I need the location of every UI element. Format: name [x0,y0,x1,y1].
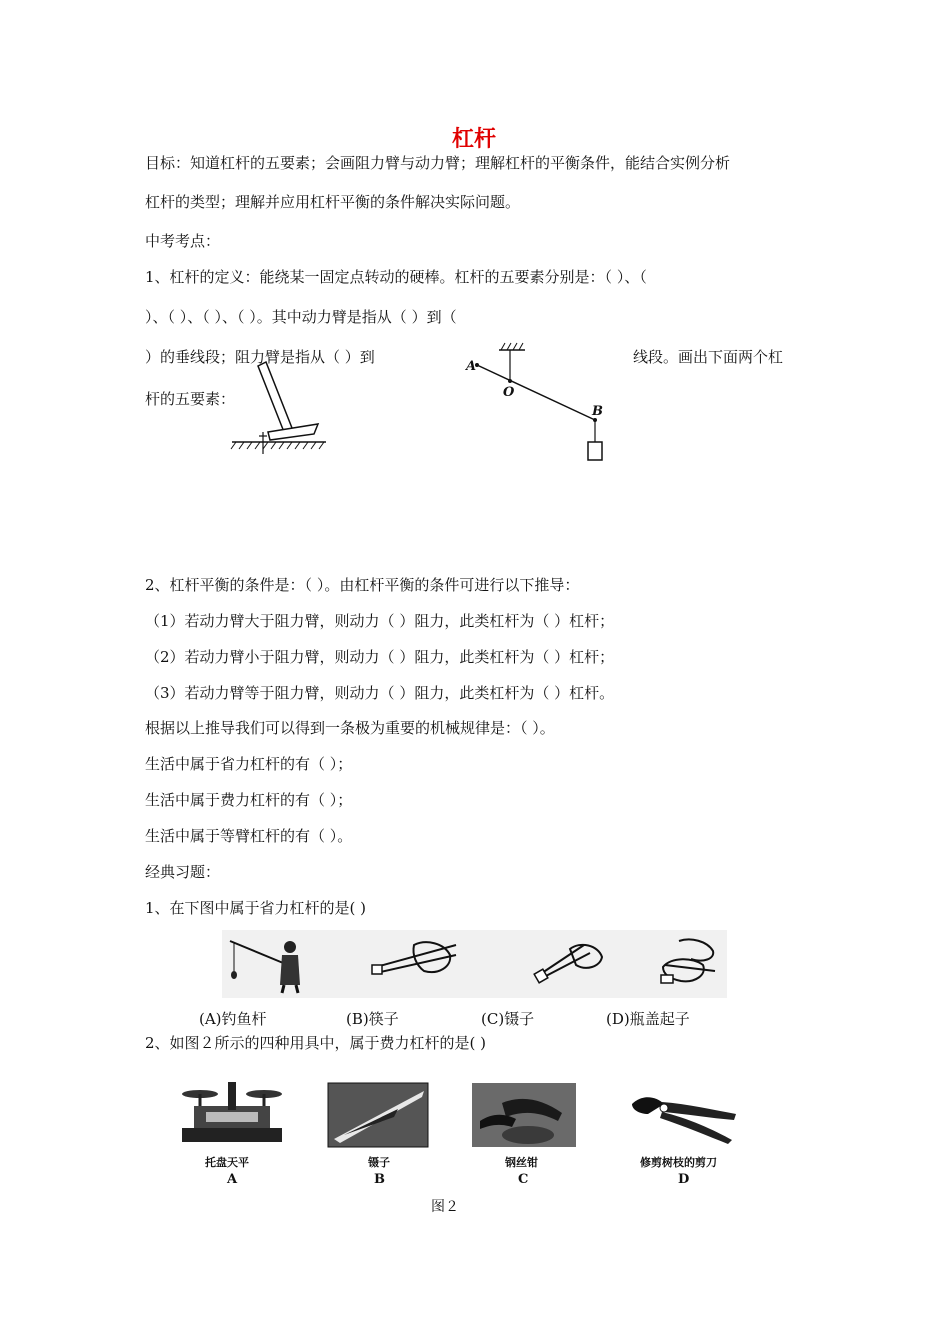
chopsticks-image [368,935,463,995]
bottle-opener-image [655,935,730,995]
ex1-option-a: (A)钓鱼杆 [199,1010,267,1028]
pliers-photo-image [472,1083,576,1147]
ex2-label-d: 修剪树枝的剪刀 [640,1156,717,1169]
q1-line-3a: ）的垂线段；阻力臂是指从（ ）到 [145,348,375,366]
ex1-option-d: (D)瓶盖起子 [606,1010,690,1028]
q1-line-2: ）、（ ）、（ ）、（ ）。其中动力臂是指从（ ）到（ [145,308,457,326]
ex2-label-c: 钢丝钳 [505,1156,538,1169]
page-title: 杠杆 [452,126,497,152]
q2-sub-1: （1）若动力臂大于阻力臂，则动力（ ）阻力，此类杠杆为（ ）杠杆； [145,612,615,630]
goal-line-1: 目标：知道杠杆的五要素；会画阻力臂与动力臂；理解杠杆的平衡条件，能结合实例分析 [145,154,731,172]
q1-line-4: 杆的五要素： [145,390,236,408]
point-a-label: A [466,359,477,374]
fishing-rod-image [228,935,308,995]
balance-scale-image [176,1076,288,1146]
exam-points-heading: 中考考点： [145,232,221,250]
ex2-label-b: 镊子 [368,1156,390,1169]
ex1-question: 1、在下图中属于省力杠杆的是( ) [145,899,367,917]
q2-rule: 根据以上推导我们可以得到一条极为重要的机械规律是：（ ）。 [145,719,555,737]
ex2-label-a: 托盘天平 [205,1156,249,1169]
ex1-option-b: (B)筷子 [346,1010,399,1028]
q2-line-1: 2、杠杆平衡的条件是：（ ）。由杠杆平衡的条件可进行以下推导： [145,576,580,594]
goal-line-2: 杠杆的类型；理解并应用杠杆平衡的条件解决实际问题。 [145,193,521,211]
ex2-question: 2、如图２所示的四种用具中，属于费力杠杆的是( ) [145,1034,487,1052]
tweezers-image [530,935,610,995]
q2-sub-2: （2）若动力臂小于阻力臂，则动力（ ）阻力，此类杠杆为（ ）杠杆； [145,648,615,666]
q1-line-3b: 线段。画出下面两个杠 [633,348,784,366]
tweezers-photo-image [328,1083,428,1147]
ex1-option-c: (C)镊子 [481,1010,535,1028]
q2-life-1: 生活中属于省力杠杆的有（ ）； [145,755,353,773]
point-b-label: B [592,404,603,419]
q2-life-3: 生活中属于等臂杠杆的有（ ）。 [145,827,353,845]
q2-sub-3: （3）若动力臂等于阻力臂，则动力（ ）阻力，此类杠杆为（ ）杠杆。 [145,684,615,702]
q1-line-1: 1、杠杆的定义：能绕某一固定点转动的硬棒。杠杆的五要素分别是：（ ）、（ [145,268,647,286]
q2-life-2: 生活中属于费力杠杆的有（ ）； [145,791,353,809]
classic-heading: 经典习题： [145,863,221,881]
point-o-label: O [503,385,515,400]
rod-lever-diagram [455,338,630,468]
ex2-letter-c: C [518,1172,529,1187]
ex2-letter-a: A [227,1172,238,1187]
hammer-lever-diagram [228,358,328,458]
ex2-letter-b: B [374,1172,385,1187]
figure-2-caption: 图２ [431,1199,459,1215]
pruning-shears-image [628,1086,740,1144]
ex2-letter-d: D [678,1172,690,1187]
